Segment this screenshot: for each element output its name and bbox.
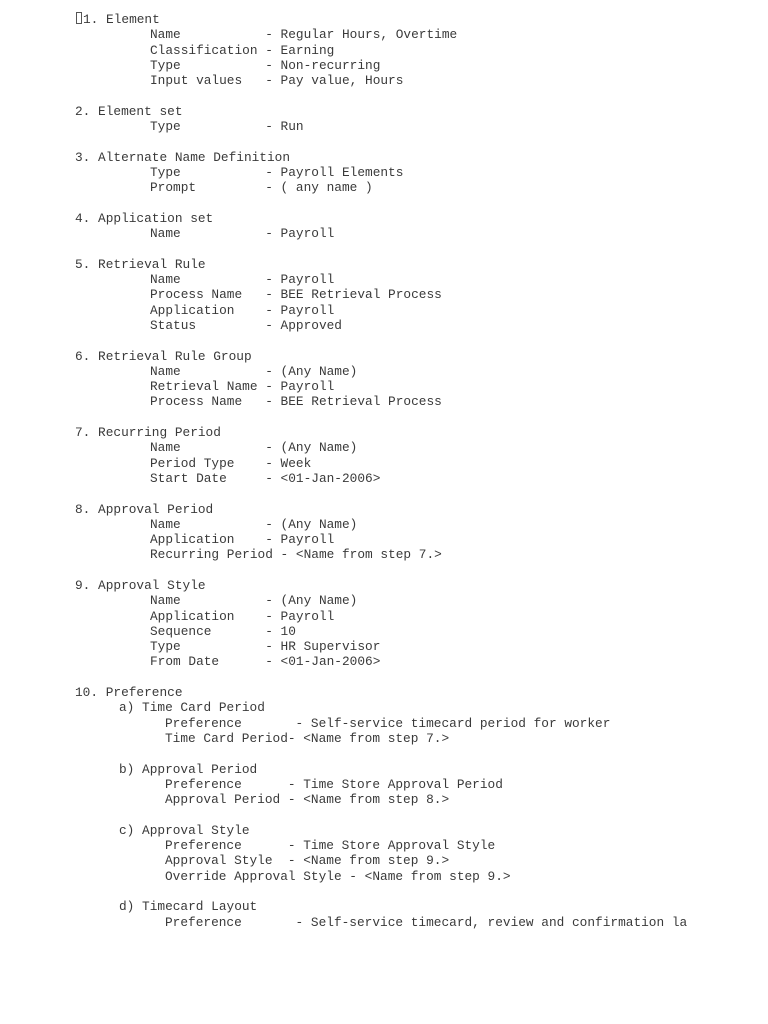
- line-text: Sequence - 10: [150, 623, 296, 639]
- line-text: Name - Payroll: [150, 272, 335, 288]
- line-text: From Date - <01-Jan-2006>: [150, 654, 381, 670]
- line-text: Application - Payroll: [150, 302, 335, 318]
- line-text: Classification - Earning: [150, 42, 335, 58]
- field-line: [0, 853, 768, 868]
- field-line: [0, 272, 768, 287]
- blank-line: [0, 333, 768, 348]
- line-text: b) Approval Period: [119, 761, 258, 777]
- line-text: 6. Retrieval Rule Group: [75, 348, 252, 364]
- field-line: [0, 27, 768, 42]
- line-text: Name - (Any Name): [150, 516, 358, 532]
- field-line: [0, 303, 768, 318]
- line-text: Name - (Any Name): [150, 593, 358, 609]
- line-text: Process Name - BEE Retrieval Process: [150, 287, 442, 303]
- line-text: Approval Period - <Name from step 8.>: [165, 792, 450, 808]
- line-text: Retrieval Name - Payroll: [150, 379, 335, 395]
- section-heading: [0, 104, 768, 119]
- section-heading: [0, 12, 768, 27]
- field-line: [0, 180, 768, 195]
- blank-line: [0, 410, 768, 425]
- line-text: a) Time Card Period: [119, 700, 265, 716]
- field-line: [0, 364, 768, 379]
- field-line: [0, 593, 768, 608]
- field-line: [0, 716, 768, 731]
- document-body: [0, 12, 768, 930]
- blank-line: [0, 884, 768, 899]
- section-heading: [0, 211, 768, 226]
- line-text: 1. Element: [83, 12, 160, 27]
- line-text: Start Date - <01-Jan-2006>: [150, 470, 381, 486]
- field-line: [0, 915, 768, 930]
- field-line: [0, 547, 768, 562]
- field-line: [0, 639, 768, 654]
- field-line: [0, 624, 768, 639]
- line-text: 7. Recurring Period: [75, 425, 221, 441]
- section-heading: [0, 425, 768, 440]
- line-text: Recurring Period - <Name from step 7.>: [150, 547, 442, 563]
- line-text: Type - Run: [150, 119, 304, 135]
- line-text: Period Type - Week: [150, 455, 312, 471]
- line-text: Type - Payroll Elements: [150, 164, 404, 180]
- missing-glyph-box: [76, 12, 82, 24]
- line-text: Name - (Any Name): [150, 440, 358, 456]
- blank-line: [0, 807, 768, 822]
- field-line: [0, 318, 768, 333]
- blank-line: [0, 134, 768, 149]
- line-text: 9. Approval Style: [75, 577, 206, 593]
- field-line: [0, 731, 768, 746]
- subsection-heading: [0, 762, 768, 777]
- line-text: Preference - Time Store Approval Style: [165, 838, 496, 854]
- field-line: [0, 654, 768, 669]
- field-line: [0, 226, 768, 241]
- line-text: 5. Retrieval Rule: [75, 256, 206, 272]
- blank-line: [0, 746, 768, 761]
- line-text: 3. Alternate Name Definition: [75, 149, 291, 165]
- line-text: Application - Payroll: [150, 608, 335, 624]
- line-text: Name - Payroll: [150, 226, 335, 242]
- section-heading: [0, 578, 768, 593]
- line-text: Name - (Any Name): [150, 363, 358, 379]
- field-line: [0, 517, 768, 532]
- field-line: [0, 287, 768, 302]
- line-text: Input values - Pay value, Hours: [150, 73, 404, 89]
- line-text: Name - Regular Hours, Overtime: [150, 27, 458, 43]
- line-text: 8. Approval Period: [75, 501, 214, 517]
- field-line: [0, 73, 768, 88]
- section-heading: [0, 502, 768, 517]
- line-text: Type - HR Supervisor: [150, 639, 381, 655]
- field-line: [0, 379, 768, 394]
- section-heading: [0, 349, 768, 364]
- blank-line: [0, 196, 768, 211]
- subsection-heading: [0, 823, 768, 838]
- field-line: [0, 43, 768, 58]
- line-text: Preference - Time Store Approval Period: [165, 776, 503, 792]
- field-line: [0, 58, 768, 73]
- line-text: Preference - Self-service timecard, review and confirmation la: [165, 914, 688, 930]
- field-line: [0, 792, 768, 807]
- line-text: c) Approval Style: [119, 822, 250, 838]
- line-text: 4. Application set: [75, 210, 214, 226]
- field-line: [0, 165, 768, 180]
- field-line: [0, 440, 768, 455]
- field-line: [0, 869, 768, 884]
- line-text: Override Approval Style - <Name from step 9.>: [165, 868, 511, 884]
- line-text: Prompt - ( any name ): [150, 180, 373, 196]
- field-line: [0, 609, 768, 624]
- field-line: [0, 838, 768, 853]
- section-heading: [0, 257, 768, 272]
- section-heading: [0, 685, 768, 700]
- field-line: [0, 777, 768, 792]
- line-text: 2. Element set: [75, 103, 183, 119]
- field-line: [0, 471, 768, 486]
- subsection-heading: [0, 899, 768, 914]
- line-text: Time Card Period- <Name from step 7.>: [165, 730, 450, 746]
- line-text: Type - Non-recurring: [150, 57, 381, 73]
- blank-line: [0, 670, 768, 685]
- line-text: 10. Preference: [75, 685, 183, 701]
- blank-line: [0, 563, 768, 578]
- blank-line: [0, 241, 768, 256]
- field-line: [0, 119, 768, 134]
- field-line: [0, 456, 768, 471]
- line-text: Application - Payroll: [150, 532, 335, 548]
- line-text: d) Timecard Layout: [119, 899, 258, 915]
- section-heading: [0, 150, 768, 165]
- subsection-heading: [0, 700, 768, 715]
- line-text: Status - Approved: [150, 317, 342, 333]
- field-line: [0, 532, 768, 547]
- line-text: Preference - Self-service timecard period for worker: [165, 715, 611, 731]
- line-text: Process Name - BEE Retrieval Process: [150, 394, 442, 410]
- blank-line: [0, 88, 768, 103]
- line-text: Approval Style - <Name from step 9.>: [165, 853, 450, 869]
- field-line: [0, 394, 768, 409]
- blank-line: [0, 486, 768, 501]
